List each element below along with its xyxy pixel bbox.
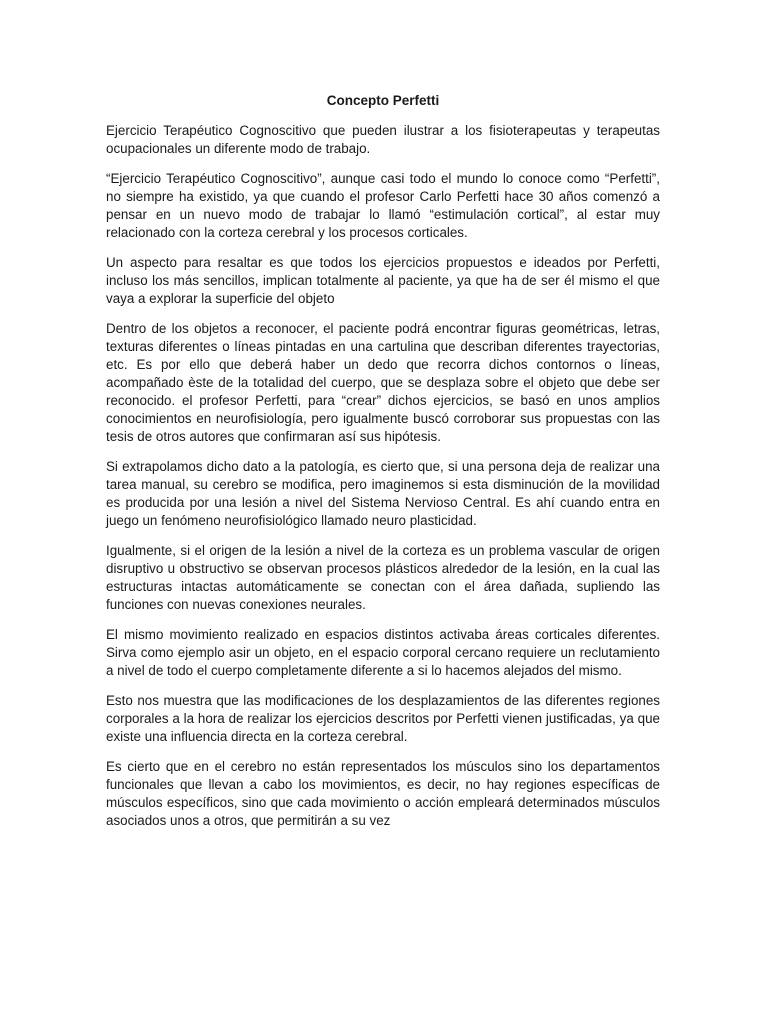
paragraph-5: Si extrapolamos dicho dato a la patología, es cierto que, si una persona deja de realizar una tarea manual, su cerebro se modifica, pero imaginemos si esta disminución de la movilidad es producida por una lesión a nivel del Sistema Nervioso Central. Es ahí cuando entra en juego un fenómeno neurofisiológico llamado neuro plasticidad. (106, 459, 660, 528)
paragraph-1: Ejercicio Terapéutico Cognoscitivo que pueden ilustrar a los fisioterapeutas y terapeutas ocupacionales un diferente modo de trabajo. (106, 123, 660, 156)
paragraph-3: Un aspecto para resaltar es que todos los ejercicios propuestos e ideados por Perfetti, incluso los más sencillos, implican totalmente al paciente, ya que ha de ser él mismo el que vaya a explorar la superficie del objeto (106, 255, 660, 306)
paragraph-6: Igualmente, si el origen de la lesión a nivel de la corteza es un problema vascular de origen disruptivo u obstructivo se observan procesos plásticos alrededor de la lesión, en la cual las estructuras intactas automáticamente se conectan con el área dañada, supliendo las funciones con nuevas conexiones neurales. (106, 543, 660, 612)
paragraph-9: Es cierto que en el cerebro no están representados los músculos sino los departamentos funcionales que llevan a cabo los movimientos, es decir, no hay regiones específicas de músculos específicos, sino que cada movimiento o acción empleará determinados músculos asociados unos a otros, que permitirán a su vez (106, 759, 660, 828)
paragraph-8: Esto nos muestra que las modificaciones de los desplazamientos de las diferentes regiones corporales a la hora de realizar los ejercicios descritos por Perfetti vienen justificadas, ya que existe una influencia directa en la corteza cerebral. (106, 693, 660, 744)
paragraph-7: El mismo movimiento realizado en espacios distintos activaba áreas corticales diferentes. Sirva como ejemplo asir un objeto, en el espacio corporal cercano requiere un reclutamiento a nivel de todo el cuerpo completamente diferente a si lo hacemos alejados del mismo. (106, 627, 660, 678)
paragraph-4: Dentro de los objetos a reconocer, el paciente podrá encontrar figuras geométricas, letras, texturas diferentes o líneas pintadas en una cartulina que describan diferentes trayectorias, etc. Es por ello que deberá haber un dedo que recorra dichos contornos o líneas, acompañado èste de la totalidad del cuerpo, que se desplaza sobre el objeto que debe ser reconocido. el profesor Perfetti, para “crear” dichos ejercicios, se basó en unos amplios conocimientos en neurofisiología, pero igualmente buscó corroborar sus propuestas con las tesis de otros autores que confirmaran así sus hipótesis. (106, 321, 660, 444)
paragraph-2: “Ejercicio Terapéutico Cognoscitivo”, aunque casi todo el mundo lo conoce como “Perfetti”, no siempre ha existido, ya que cuando el profesor Carlo Perfetti hace 30 años comenzó a pensar en un nuevo modo de trabajar lo llamó “estimulación cortical”, al estar muy relacionado con la corteza cerebral y los procesos corticales. (106, 171, 660, 240)
document-body (106, 92, 660, 842)
document-title: Concepto Perfetti (326, 93, 440, 108)
